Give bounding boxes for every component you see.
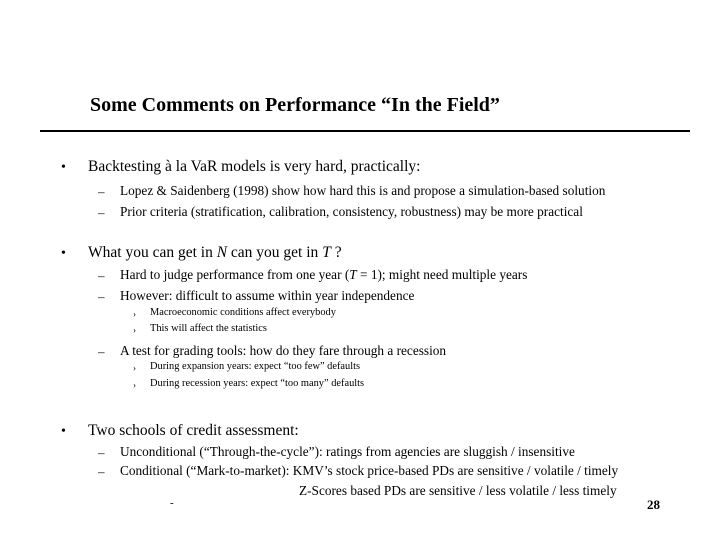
chevron-icon: › [133, 309, 136, 319]
subitem-unconditional: Unconditional (“Through-the-cycle”): ratings from agencies are sluggish / insensitive [120, 444, 575, 459]
bullet-n-vs-t: What you can get in N can you get in T ? [88, 244, 342, 261]
page-number: 28 [647, 497, 660, 512]
subitem-prior-criteria: Prior criteria (stratification, calibration, consistency, robustness) may be more practical [120, 204, 583, 219]
dash-icon: – [98, 205, 105, 220]
bullet-two-schools: Two schools of credit assessment: [88, 422, 299, 439]
dash-icon: – [98, 445, 105, 460]
bullet-backtesting: Backtesting à la VaR models is very hard, practically: [88, 158, 421, 175]
subitem-one-year: Hard to judge performance from one year (T = 1); might need multiple years [120, 267, 528, 282]
subitem-recession-test: A test for grading tools: how do they fare through a recession [120, 343, 447, 358]
subitem-zscores: Z-Scores based PDs are sensitive / less volatile / less timely [299, 483, 617, 498]
subitem-lopez: Lopez & Saidenberg (1998) show how hard this is and propose a simulation-based solution [120, 183, 606, 198]
footer-mark: - [170, 497, 174, 509]
chevron-icon: › [133, 380, 136, 390]
dash-icon: – [98, 184, 105, 199]
subsubitem-expansion: During expansion years: expect “too few” defaults [150, 361, 361, 372]
subitem-independence: However: difficult to assume within year independence [120, 288, 415, 303]
subitem-conditional: Conditional (“Mark-to-market): KMV’s stock price-based PDs are sensitive / volatile / timely [120, 463, 619, 478]
bullet-icon: • [61, 246, 66, 261]
dash-icon: – [98, 268, 105, 283]
slide-title: Some Comments on Performance “In the Field” [90, 94, 500, 116]
title-divider [40, 130, 690, 132]
subsubitem-macro: Macroeconomic conditions affect everybody [150, 307, 336, 318]
subsubitem-statistics: This will affect the statistics [150, 323, 267, 334]
bullet-icon: • [61, 160, 66, 175]
chevron-icon: › [133, 363, 136, 373]
chevron-icon: › [133, 325, 136, 335]
dash-icon: – [98, 344, 105, 359]
dash-icon: – [98, 289, 105, 304]
subsubitem-recession: During recession years: expect “too many” defaults [150, 378, 365, 389]
dash-icon: – [98, 464, 105, 479]
bullet-icon: • [61, 424, 66, 439]
